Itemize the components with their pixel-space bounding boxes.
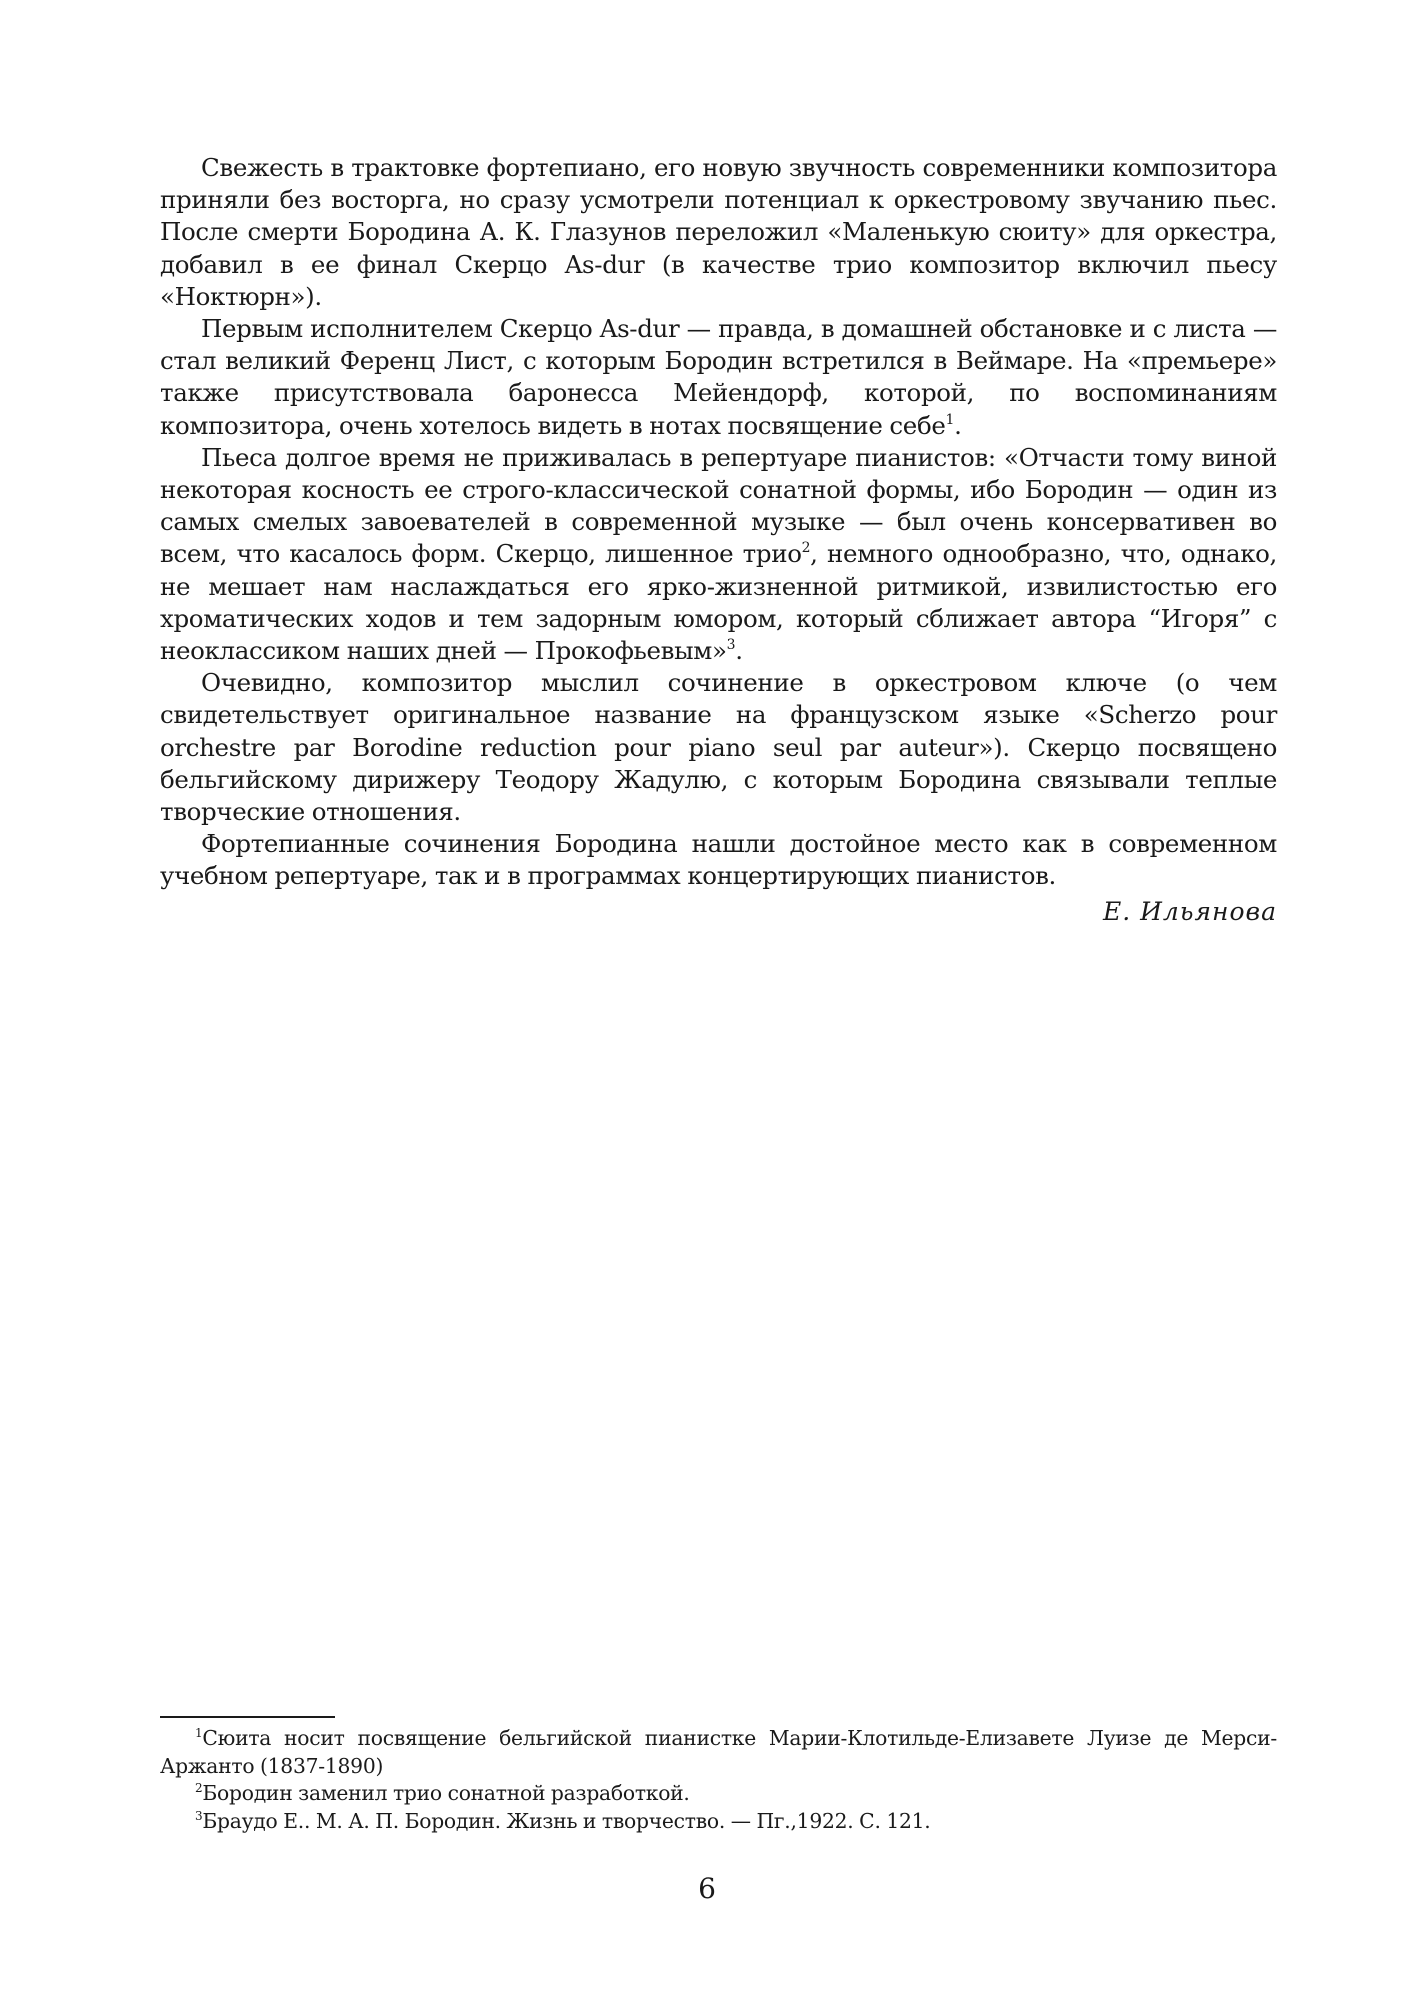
- paragraph: Пьеса долгое время не приживалась в репертуаре пианистов: «Отчасти тому виной некоторая косность ее строго-классической сонатной формы, ибо Бородин — один из самых смелых завоевателей в современной музыке — был очень консервативен во всем, что касалось форм. Скерцо, лишенное трио$^2$, немного однообразно, что, однако, не мешает нам наслаждаться его ярко-жизненной ритмикой, извилистостью его хроматических ходов и тем задорным юмором, который сближает автора “Игоря” с неоклассиком наших дней — Прокофьевым»$^3$.: [160, 442, 1277, 666]
- main-text: [160, 152, 1277, 893]
- footnote-ref[interactable]: 1: [945, 411, 955, 428]
- footnote-ref[interactable]: 3: [726, 637, 736, 654]
- paragraph: Первым исполнителем Скерцо As-dur — правда, в домашней обстановке и с листа — стал великий Ференц Лист, с которым Бородин встретился в Веймаре. На «премьере» также присутствовала баронесса Мейендорф, которой, по воспоминаниям композитора, очень хотелось видеть в нотах посвящение себе$^1$.: [160, 314, 1277, 440]
- footnotes: [160, 1725, 1277, 1835]
- paragraph: Свежесть в трактовке фортепиано, его новую звучность современники композитора приняли без восторга, но сразу усмотрели потенциал к оркестровому звучанию пьес. После смерти Бородина А. К. Глазунов переложил «Маленькую сюиту» для оркестра, добавил в ее финал Скерцо As-dur (в качестве трио композитор включил пьесу «Ноктюрн»).: [160, 153, 1277, 311]
- footnote-mark: 1: [195, 1726, 203, 1740]
- footnote-mark: 3: [195, 1808, 203, 1823]
- footnote: $^3$Браудо Е.. М. А. П. Бородин. Жизнь и творчество. — Пг.,1922. С. 121.: [195, 1808, 931, 1833]
- footnote-divider: [160, 1716, 335, 1718]
- footnote-ref[interactable]: 2: [801, 540, 811, 557]
- footnote: $^1$Сюита носит посвящение бельгийской пианистке Марии-Клотильде-Елизавете Луизе де Мерси-Аржанто (1837-1890): [160, 1726, 1277, 1778]
- footnote-mark: 2: [195, 1781, 203, 1796]
- footnote: $^2$Бородин заменил трио сонатной разработкой.: [195, 1781, 690, 1806]
- author-signature: Е. Ильянова: [1102, 897, 1277, 926]
- page-number: 6: [698, 1872, 716, 1905]
- paragraph: Очевидно, композитор мыслил сочинение в оркестровом ключе (о чем свидетельствует оригинальное название на французском языке «Scherzo pour orchestre par Borodine reduction pour piano seul par auteur»). Скерцо посвящено бельгийскому дирижеру Теодору Жадулю, с которым Бородина связывали теплые творческие отношения.: [160, 668, 1277, 827]
- paragraph: Фортепианные сочинения Бородина нашли достойное место как в современном учебном репертуаре, так и в программах концертирующих пианистов.: [160, 829, 1277, 891]
